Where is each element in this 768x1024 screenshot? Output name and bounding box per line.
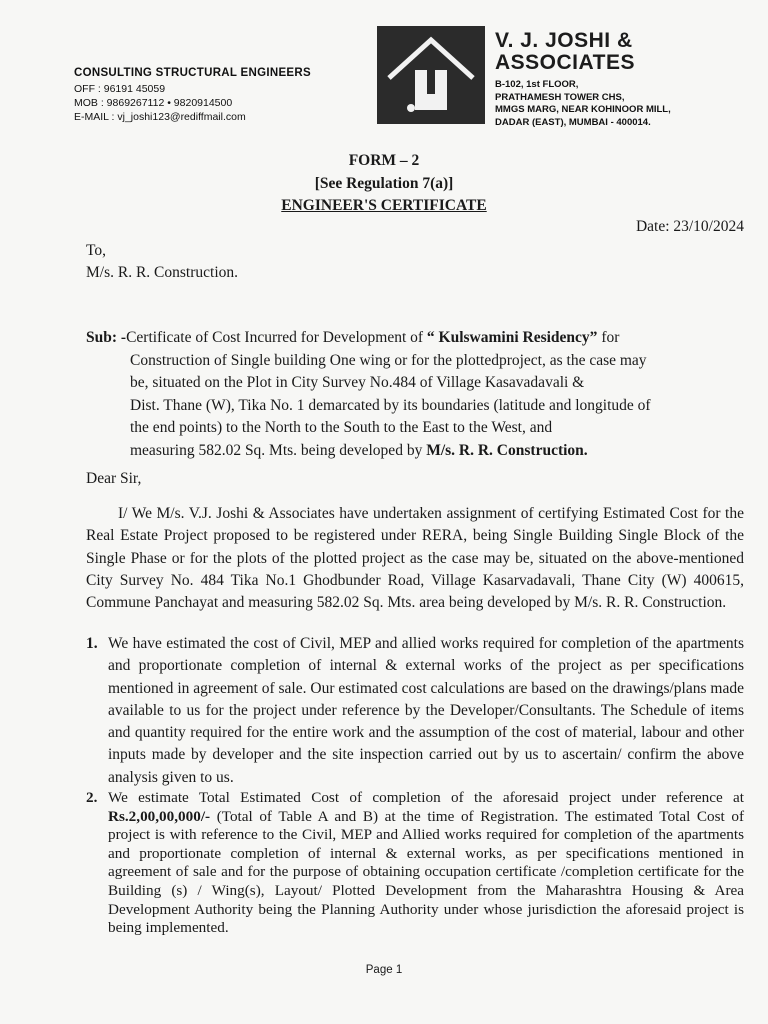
firm-name-line1: V. J. JOSHI &: [495, 29, 633, 52]
intro-paragraph: I/ We M/s. V.J. Joshi & Associates have undertaken assignment of certifying Estimated Cost for the Real Estate Project proposed to be registered under RERA, being Single Building Single Block of the Single Phase or for the plots of the plotted project as the case may be, situated on the above-mentioned City Survey No. 484 Tika No.1 Ghodbunder Road, Village Kasarvadavali, Thane City (W) 400615, Commune Panchayat and measuring 582.02 Sq. Mts. area being developed by M/s. R. R. Construction.: [86, 505, 744, 612]
letterhead-contact: [74, 66, 311, 124]
form-regulation: [See Regulation 7(a)]: [314, 175, 454, 192]
addressee-name: M/s. R. R. Construction.: [86, 264, 239, 281]
mobile-phone: MOB : 9869267112 • 9820914500: [74, 97, 233, 109]
address-line: B-102, 1st FLOOR,: [495, 79, 579, 90]
firm-name-line2: ASSOCIATES: [495, 51, 635, 74]
addressee-block: [86, 240, 238, 284]
firm-address: [495, 79, 671, 129]
subject-label: Sub: -: [86, 329, 127, 346]
form-title: FORM – 2: [348, 152, 420, 169]
subject-line: be, situated on the Plot in City Survey No.484 of Village Kasavadavali &: [130, 374, 585, 391]
address-line: PRATHAMESH TOWER CHS,: [495, 91, 625, 103]
list-item: [86, 633, 744, 789]
estimated-cost-amount: Rs.2,00,00,000/-: [108, 807, 211, 825]
item-number: 1.: [86, 635, 98, 652]
letterhead-firm: [495, 30, 671, 129]
email-address: E-MAIL : vj_joshi123@rediffmail.com: [74, 111, 246, 123]
subject-line: Dist. Thane (W), Tika No. 1 demarcated by its boundaries (latitude and longitude of: [130, 396, 651, 414]
item-text: We estimate Total Estimated Cost of completion of the aforesaid project under reference at: [108, 789, 744, 806]
page-number: Page 1: [365, 964, 403, 976]
subject-block: [86, 327, 746, 462]
item-text: We have estimated the cost of Civil, MEP and allied works required for completion of the apartments and proportionate completion of internal & external works of the project as per specifications mentioned in agreement of sale. Our estimated cost calculations are based on the drawings/plans made available to us for the project under reference by the Developer/Consultants. The Schedule of items and quantity required for the entire work and the assumption of the cost of material, labour and other inputs made by developer and the site inspection carried out by us to ascertain/ confirm the above analysis given to us.: [108, 635, 744, 786]
certificate-heading: ENGINEER'S CERTIFICATE: [281, 197, 487, 214]
address-line: MMGS MARG, NEAR KOHINOOR MILL,: [495, 104, 671, 115]
item-text: (Total of Table A and B) at the time of Registration. The estimated Total Cost of project is with reference to the Civil, MEP and Allied works required for completion of the apartments and proportionate completion of internal & external works, as per specifications mentioned in agreement of sale and for the purpose of obtaining occupation certificate /completion certificate for the Building (s) / Wing(s), Layout/ Plotted Development from the Maharashtra Housing & Area Development Authority being the Planning Authority under whose jurisdiction the aforesaid project is being implemented.: [108, 807, 744, 937]
address-line: DADAR (EAST), MUMBAI - 400014.: [495, 116, 651, 128]
office-phone: OFF : 96191 45059: [74, 83, 166, 95]
project-name: “ Kulswamini Residency”: [426, 329, 598, 346]
subject-text: for: [597, 329, 620, 346]
item-number: 2.: [86, 789, 98, 806]
subject-text: Certificate of Cost Incurred for Development of: [126, 329, 427, 346]
subject-text: measuring 582.02 Sq. Mts. being developed by: [130, 441, 427, 459]
certificate-date: Date: 23/10/2024: [635, 218, 744, 235]
firm-tagline: CONSULTING STRUCTURAL ENGINEERS: [74, 67, 311, 79]
subject-line: Construction of Single building One wing or for the plottedproject, as the case may: [130, 351, 647, 369]
addressee-to: To,: [86, 242, 107, 259]
subject-line: the end points) to the North to the South to the East to the West, and: [130, 419, 553, 436]
developer-name: M/s. R. R. Construction.: [426, 441, 588, 459]
list-item: [86, 789, 744, 938]
salutation: Dear Sir,: [86, 470, 142, 487]
firm-logo: [377, 26, 485, 124]
